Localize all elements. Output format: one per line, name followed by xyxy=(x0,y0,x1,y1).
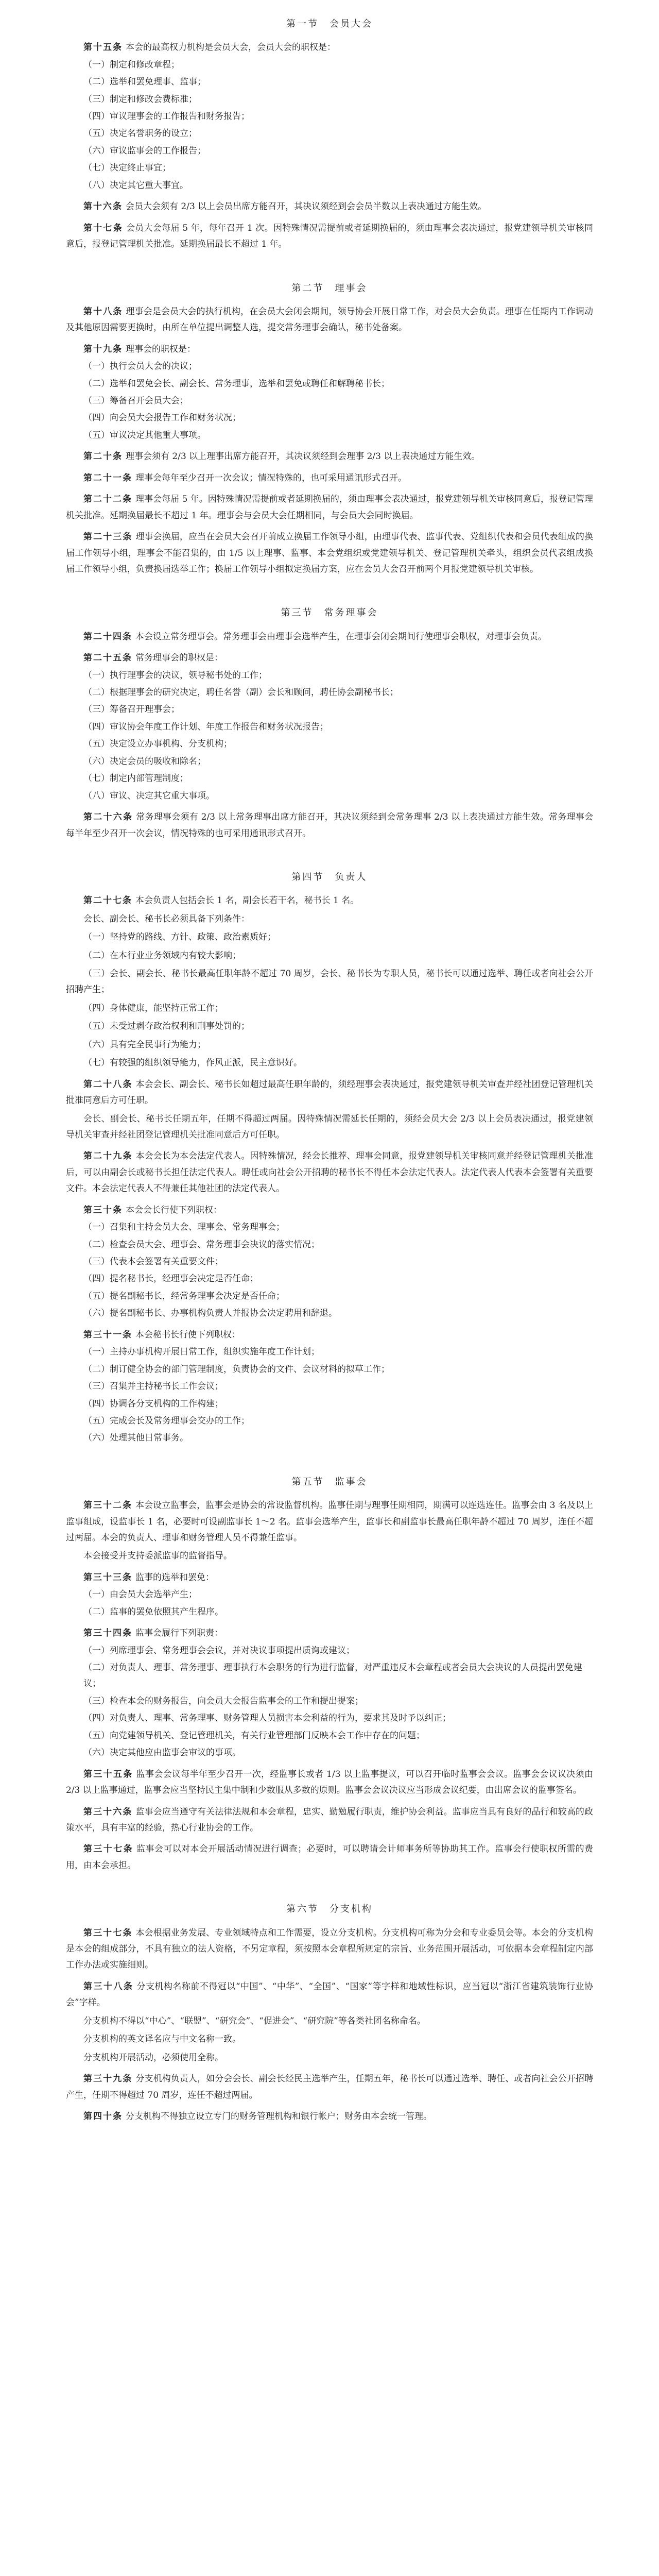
article-item: （八）决定其它重大事宜。 xyxy=(83,180,188,191)
section-title: 第四节 负责人 xyxy=(291,871,368,883)
article-text: 常务理事会须有 2/3 以上常务理事出席方能召开，其决议须经到会常务理事 2/3 以上表决通过方能生效。常务理事会每半年至少召开一次会议，情况特殊的也可采用通讯形式召开。 xyxy=(66,812,593,839)
section-spacer xyxy=(66,579,593,596)
article-item: （二）检查会员大会、理事会、常务理事会决议的落实情况； xyxy=(83,1239,320,1250)
section-spacer xyxy=(66,1448,593,1465)
article-text: 监事的选举和罢免： xyxy=(135,1572,214,1583)
article-item: （三）检查本会的财务报告，向会员大会报告监事会的工作和提出提案； xyxy=(83,1696,363,1706)
article xyxy=(66,629,593,645)
article-text: 本会会长为本会法定代表人。因特殊情况，经会长推荐、理事会同意，报党建领导机关审核同意并经登记管理机关批准后，可以由副会长或秘书长担任法定代表人。聘任或向社会公开招聘的秘书长不得任本会法定代表人。法定代表人代表本会签署有关重要文件。本会法定代表人不得兼任其他社团的法定代表人。 xyxy=(66,1151,594,1194)
article-item: （五）提名副秘书长，经常务理事会决定是否任命； xyxy=(83,1291,285,1301)
article xyxy=(66,449,593,465)
article xyxy=(66,1841,593,1874)
article-number: 第二十四条 xyxy=(83,631,132,642)
article-item: （六）审议监事会的工作报告； xyxy=(83,145,206,156)
article-paragraph: （三）会长、副会长、秘书长最高任职年龄不超过 70 周岁，会长、秘书长为专职人员，秘书长可以通过选举、聘任或者向社会公开招聘产生； xyxy=(66,969,593,995)
article-item: （三）召集并主持秘书长工作会议； xyxy=(83,1381,223,1392)
article xyxy=(66,1327,593,1343)
article-item: （八）审议、决定其它重大事项。 xyxy=(83,790,215,801)
article-item: （六）处理其他日常事务。 xyxy=(83,1433,188,1444)
article-item: （三）筹备召开会员大会； xyxy=(83,396,188,406)
article-text: 本会会长、副会长、秘书长如超过最高任职年龄的，须经理事会表决通过，报党建领导机关审查并经社团登记管理机关批准同意后方可任职。 xyxy=(66,1079,594,1106)
article xyxy=(66,1625,593,1641)
article-text: 理事会换届，应当在会员大会召开前成立换届工作领导小组，由理事代表、监事代表、党组织代表和会员代表组成的换届工作领导小组，理事会不能召集的，由 1/5 以上理事、监事、本会党组织或党建领导机关、登记管理机关牵头，组织会员代表组成换届工作领导小组，负责换届选举工作；换届工作领导小组拟定换届方案，应在会员大会召开前两个月报党建领导机关审核。 xyxy=(66,532,594,574)
article-number: 第十六条 xyxy=(83,201,123,212)
article-paragraph: （一）坚持党的路线、方针、政策、政治素质好； xyxy=(83,932,276,943)
article xyxy=(66,809,593,842)
article-text: 监事会应当遵守有关法律法规和本会章程，忠实、勤勉履行职责，维护协会利益。监事应当具有良好的品行和较高的政策水平，具有丰富的经验，热心行业协会的工作。 xyxy=(66,1806,594,1833)
article-number: 第三十四条 xyxy=(83,1628,132,1639)
article xyxy=(66,1925,593,1974)
article-item: （二）根据理事会的研究决定，聘任名誉（副）会长和顾问，聘任协会副秘书长； xyxy=(83,687,398,698)
article-paragraph: （七）有较强的组织领导能力，作风正派，民主意识好。 xyxy=(83,1058,302,1069)
article-item: （二）选举和罢免会长、副会长、常务理事，选举和罢免或聘任和解聘秘书长； xyxy=(83,378,390,389)
article-number: 第二十二条 xyxy=(83,494,133,505)
article-number: 第四十条 xyxy=(83,2111,123,2122)
article xyxy=(66,1979,593,2011)
article-paragraph: 分支机构开展活动，必须使用全称。 xyxy=(83,2052,223,2063)
article-number: 第二十五条 xyxy=(83,653,132,664)
article-item: （五）完成会长及常务理事会交办的工作； xyxy=(83,1415,250,1426)
article-number: 第十九条 xyxy=(83,344,123,354)
article-item: （六）决定其他应由监事会审议的事项。 xyxy=(83,1748,241,1758)
article-text: 理事会的职权是： xyxy=(126,344,196,354)
article-text: 理事会每届 5 年。因特殊情况需提前或者延期换届的，须由理事会表决通过，报党建领导机关审核同意后，报登记管理机关批准。延期换届最长不超过 1 年。理事会与会员大会任期相同，与会员大会同时换届。 xyxy=(66,494,594,521)
article-text: 理事会每年至少召开一次会议；情况特殊的，也可采用通讯形式召开。 xyxy=(135,472,407,483)
article xyxy=(66,40,593,56)
article-text: 理事会是会员大会的执行机构，在会员大会闭会期间，领导协会开展日常工作，对会员大会负责。理事在任期内工作调动及其他原因需要更换时，由所在单位提出调整人选，提交常务理事会确认，秘书处备案。 xyxy=(66,306,593,333)
article-paragraph: （二）在本行业业务领域内有较大影响； xyxy=(83,950,241,961)
article xyxy=(66,1498,593,1546)
article-text: 本会设立常务理事会。常务理事会由理事会选举产生，在理事会闭会期间行使理事会职权，对理事会负责。 xyxy=(135,631,547,642)
article-text: 监事会可以对本会开展活动情况进行调查；必要时，可以聘请会计师事务所等协助其工作。监事会行使职权所需的费用，由本会承担。 xyxy=(66,1844,593,1871)
article-item: （一）召集和主持会员大会、理事会、常务理事会； xyxy=(83,1222,285,1233)
article-item: （三）代表本会签署有关重要文件； xyxy=(83,1257,223,1267)
article-text: 本会设立监事会，监事会是协会的常设监督机构。监事任期与理事任期相同，期满可以连选连任。监事会由 3 名及以上监事组成，设监事长 1 名，必要时可设副监事长 1～2 名。监事会选举产生，监事长和副监事长最高任职年龄不超过 70 周岁，连任不超过两届。本会的负责人、理事和财务管理人员不得兼任监事。 xyxy=(66,1500,594,1543)
article-text: 本会负责人包括会长 1 名，副会长若干名，秘书长 1 名。 xyxy=(135,895,359,906)
article-item: （二）制订健全协会的部门管理制度，负责协会的文件、会议材料的拟草工作； xyxy=(83,1364,390,1375)
section-title: 第五节 监事会 xyxy=(291,1476,368,1487)
article-number: 第二十三条 xyxy=(83,532,133,543)
article xyxy=(66,1202,593,1218)
article xyxy=(66,2071,593,2104)
article xyxy=(66,529,593,578)
article-number: 第三十七条 xyxy=(83,1844,133,1855)
article-paragraph: 会长、副会长、秘书长任期五年，任期不得超过两届。因特殊情况需延长任期的，须经会员大会 2/3 以上会员表决通过，报党建领导机关审查并经社团登记管理机关批准同意后方可任职。 xyxy=(66,1113,593,1140)
article-item: （一）执行理事会的决议，领导秘书处的工作； xyxy=(83,670,267,681)
article-number: 第三十五条 xyxy=(83,1769,133,1780)
article xyxy=(66,2109,593,2125)
article-text: 会员大会每届 5 年，每年召开 1 次。因特殊情况需提前或者延期换届的，须由理事会表决通过，报党建领导机关审核同意后，报登记管理机关批准。延期换届最长不超过 1 年。 xyxy=(66,223,594,250)
article xyxy=(66,1767,593,1799)
article xyxy=(66,893,593,909)
section-spacer xyxy=(66,843,593,860)
article-number: 第二十一条 xyxy=(83,472,132,483)
section-title: 第六节 分支机构 xyxy=(286,1904,373,1915)
article-item: （五）向党建领导机关、登记管理机关，有关行业管理部门反映本会工作中存在的问题； xyxy=(83,1730,425,1741)
article xyxy=(66,1148,593,1197)
article-item: （五）决定设立办事机构、分支机构； xyxy=(83,739,232,750)
article-item: （五）决定名誉职务的设立； xyxy=(83,128,197,139)
article xyxy=(66,342,593,358)
article-paragraph: （五）未受过剥夺政治权利和刑事处罚的； xyxy=(83,1021,250,1032)
section-title: 第三节 常务理事会 xyxy=(281,607,378,619)
article-number: 第十七条 xyxy=(83,223,124,233)
article-item: （七）制定内部管理制度； xyxy=(83,773,188,784)
article-text: 本会秘书长行使下列职权： xyxy=(135,1329,240,1340)
article-number: 第三十二条 xyxy=(83,1500,133,1511)
article-paragraph: （四）身体健康，能坚持正常工作； xyxy=(83,1003,223,1013)
section-spacer xyxy=(66,1875,593,1892)
article-text: 常务理事会的职权是： xyxy=(135,653,223,664)
article-number: 第二十八条 xyxy=(83,1079,133,1090)
article-paragraph: 分支机构不得以“中心”、“联盟”、“研究会”、“促进会”、“研究院”等各类社团名称命名。 xyxy=(83,2015,426,2026)
article-paragraph: 本会接受并支持委派监事的监督指导。 xyxy=(83,1551,232,1562)
article-text: 本会根据业务发展、专业领域特点和工作需要，设立分支机构。分支机构可称为分会和专业委员会等。本会的分支机构是本会的组成部分，不具有独立的法人资格，不另定章程，须按照本会章程所规定的宗旨、业务范围开展活动，可依据本会章程制定内部工作办法或实施细则。 xyxy=(66,1927,594,1971)
article xyxy=(66,1570,593,1586)
article-number: 第三十六条 xyxy=(83,1806,133,1817)
article-number: 第三十九条 xyxy=(83,2074,133,2084)
article-item: （一）制定和修改章程； xyxy=(83,59,180,70)
section-spacer xyxy=(66,254,593,272)
article-item: （五）审议决定其他重大事项。 xyxy=(83,430,206,440)
article-item: （一）由会员大会选举产生； xyxy=(83,1589,197,1600)
article-item: （四）向会员大会报告工作和财务状况； xyxy=(83,413,241,423)
article xyxy=(66,199,593,215)
article-number: 第三十七条 xyxy=(83,1927,133,1938)
article-number: 第三十八条 xyxy=(83,1981,134,1992)
article-item: （四）审议协会年度工作计划、年度工作报告和财务状况报告； xyxy=(83,721,328,732)
article xyxy=(66,221,593,253)
article-text: 分支机构负责人，如分会会长、副会长经民主选举产生，任期五年，秘书长可以通过选举、聘任、或者向社会公开招聘产生，任期不得超过 70 周岁，连任不超过两届。 xyxy=(66,2074,594,2100)
article xyxy=(66,1077,593,1109)
article-item: （一）列席理事会、常务理事会会议，并对决议事项提出质询或建议； xyxy=(83,1645,355,1656)
article-number: 第二十九条 xyxy=(83,1151,133,1162)
section-title: 第二节 理事会 xyxy=(291,282,368,294)
article-paragraph: （六）具有完全民事行为能力； xyxy=(83,1039,206,1050)
article xyxy=(66,650,593,666)
article-number: 第十五条 xyxy=(83,42,123,53)
article-number: 第二十七条 xyxy=(83,895,132,906)
article-text: 本会会长行使下列职权： xyxy=(126,1205,222,1215)
article-item: （二）对负责人、理事、常务理事、理事执行本会职务的行为进行监督，对严重违反本会章程或者会员大会决议的人员提出罢免建议； xyxy=(83,1663,582,1689)
article-text: 分支机构不得独立设立专门的财务管理机构和银行帐户；财务由本会统一管理。 xyxy=(126,2111,432,2122)
article-item: （七）决定终止事宜； xyxy=(83,163,171,174)
article-number: 第三十三条 xyxy=(83,1572,132,1583)
article-number: 第二十六条 xyxy=(83,812,133,823)
article-item: （二）监事的罢免依照其产生程序。 xyxy=(83,1606,223,1617)
article-text: 本会的最高权力机构是会员大会，会员大会的职权是： xyxy=(126,42,336,53)
article-number: 第二十条 xyxy=(83,451,123,462)
article-item: （四）提名秘书长，经理事会决定是否任命； xyxy=(83,1274,258,1284)
article-text: 分支机构名称前不得冠以“中国”、“中华”、“全国”、“国家”等字样和地域性标识，应当冠以“浙江省建筑装饰行业协会”字样。 xyxy=(66,1981,594,2008)
article xyxy=(66,304,593,336)
article-item: （二）选举和罢免理事、监事； xyxy=(83,77,206,88)
article-number: 第三十一条 xyxy=(83,1329,132,1340)
article-item: （一）主持办事机构开展日常工作，组织实施年度工作计划； xyxy=(83,1347,320,1358)
article-text: 理事会须有 2/3 以上理事出席方能召开，其决议须经到会理事 2/3 以上表决通过方能生效。 xyxy=(126,451,480,462)
article-item: （一）执行会员大会的决议； xyxy=(83,361,197,372)
article-item: （四）协调各分支机构的工作构建； xyxy=(83,1398,223,1409)
article-paragraph: 分支机构的英文译名应与中文名称一致。 xyxy=(83,2034,241,2045)
article-item: （四）对负责人、理事、常务理事、财务管理人员损害本会利益的行为，要求其及时予以纠正； xyxy=(83,1713,451,1724)
article-text: 监事会会议每半年至少召开一次，经监事长或者 1/3 以上监事提议，可以召开临时监事会会议。监事会会议议决须由 2/3 以上监事通过，监事会应当坚持民主集中制和少数服从多数的原则。监事会会议决议应当形成会议纪要，由出席会议的监事签名。 xyxy=(66,1769,593,1796)
article-item: （六）提名副秘书长、办事机构负责人并报协会决定聘用和辞退。 xyxy=(83,1308,337,1319)
article-text: 会员大会须有 2/3 以上会员出席方能召开，其决议须经到会会员半数以上表决通过方能生效。 xyxy=(126,201,487,212)
article-paragraph: 会长、副会长、秘书长必须具备下列条件： xyxy=(83,913,250,924)
article-number: 第三十条 xyxy=(83,1205,123,1215)
article-item: （四）审议理事会的工作报告和财务报告； xyxy=(83,111,250,122)
article xyxy=(66,1804,593,1837)
article-item: （三）制定和修改会费标准； xyxy=(83,94,197,105)
article-item: （三）筹备召开理事会； xyxy=(83,704,180,715)
section-title: 第一节 会员大会 xyxy=(286,19,373,29)
article-text: 监事会履行下列职责： xyxy=(135,1628,223,1639)
article-item: （六）决定会员的吸收和除名； xyxy=(83,756,206,767)
article xyxy=(66,492,593,524)
article-number: 第十八条 xyxy=(83,306,123,317)
article xyxy=(66,470,593,486)
